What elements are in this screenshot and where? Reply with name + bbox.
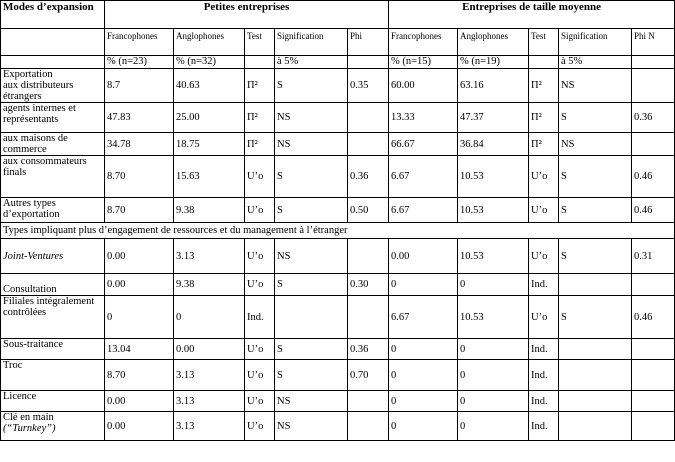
cell-medium-anglophones: 47.37 [458,103,529,133]
cell-small-anglophones: 40.63 [174,69,245,103]
cell-medium-test: Ind. [529,274,559,296]
cell-small-signification: NS [275,391,348,412]
cell-medium-test: U’o [529,198,559,223]
col-phi-medium: Phi N [632,29,675,56]
cell-medium-phi: 0.46 [632,198,675,223]
sub-cell: % (n=23) [105,56,174,69]
cell-medium-francophones: 0.00 [389,239,458,274]
cell-small-phi [348,296,389,339]
cell-small-anglophones: 3.13 [174,239,245,274]
cell-medium-francophones: 0 [389,274,458,296]
cell-medium-anglophones: 0 [458,274,529,296]
cell-small-test: U’o [245,198,275,223]
cell-medium-anglophones: 36.84 [458,133,529,156]
cell-small-francophones: 8.7 [105,69,174,103]
cell-medium-phi: 0.31 [632,239,675,274]
cell-medium-signification [559,391,632,412]
row-label-text: (“Turnkey”) [3,423,56,434]
cell-medium-signification [559,360,632,391]
cell-medium-anglophones: 63.16 [458,69,529,103]
cell-medium-test: U’o [529,156,559,198]
cell-small-phi: 0.70 [348,360,389,391]
cell-small-phi: 0.50 [348,198,389,223]
cell-medium-phi [632,274,675,296]
row-label: Troc [1,360,105,391]
cell-small-anglophones: 25.00 [174,103,245,133]
cell-small-phi: 0.30 [348,274,389,296]
cell-small-anglophones: 0.00 [174,339,245,360]
row-label: Sous-traitance [1,339,105,360]
header-row-columns [1,29,675,56]
sub-cell [529,56,559,69]
row-label [1,69,105,103]
cell-small-test: U’o [245,339,275,360]
row-label: Consultation [1,274,105,296]
cell-small-anglophones: 18.75 [174,133,245,156]
cell-small-test: Ind. [245,296,275,339]
cell-small-francophones: 34.78 [105,133,174,156]
cell-medium-anglophones: 0 [458,360,529,391]
header-row-groups [1,1,675,29]
header-medium-companies: Entreprises de taille moyenne [389,1,675,29]
row-label-text: Clé en main [3,412,54,423]
cell-medium-signification: S [559,239,632,274]
cell-small-test: U’o [245,274,275,296]
col-francophones-medium: Francophones [389,29,458,56]
cell-medium-test: Π² [529,133,559,156]
row-label: agents internes et représentants [1,103,105,133]
sub-cell: % (n=32) [174,56,245,69]
col-anglophones-medium: Anglophones [458,29,529,56]
cell-small-francophones: 0.00 [105,274,174,296]
col-anglophones-small: Anglophones [174,29,245,56]
cell-medium-phi [632,391,675,412]
cell-small-signification: S [275,69,348,103]
cell-medium-signification [559,274,632,296]
cell-small-francophones: 8.70 [105,360,174,391]
section-row [1,223,675,239]
cell-small-signification: S [275,339,348,360]
cell-medium-signification: NS [559,133,632,156]
cell-medium-signification: S [559,198,632,223]
cell-small-signification: NS [275,103,348,133]
cell-medium-francophones: 6.67 [389,156,458,198]
cell-medium-signification: S [559,296,632,339]
sub-cell: % (n=15) [389,56,458,69]
sub-cell: à 5% [559,56,632,69]
cell-small-test: Π² [245,103,275,133]
cell-medium-francophones: 0 [389,391,458,412]
cell-medium-francophones: 0 [389,339,458,360]
cell-small-phi: 0.36 [348,156,389,198]
cell-medium-signification: S [559,156,632,198]
col-francophones-small: Francophones [105,29,174,56]
cell-small-anglophones: 3.13 [174,412,245,441]
row-label: Autres types d’exportation [1,198,105,223]
col-test-small: Test [245,29,275,56]
sub-cell [348,56,389,69]
col-signification-small: Signification [275,29,348,56]
cell-medium-anglophones: 0 [458,339,529,360]
table-row [1,69,675,103]
cell-small-phi [348,239,389,274]
cell-medium-signification [559,339,632,360]
cell-medium-phi: 0.46 [632,296,675,339]
cell-medium-phi [632,339,675,360]
cell-medium-test: U’o [529,239,559,274]
cell-medium-anglophones: 10.53 [458,239,529,274]
cell-medium-anglophones: 10.53 [458,156,529,198]
row-label: aux maisons de commerce [1,133,105,156]
table-row [1,156,675,198]
cell-medium-francophones: 6.67 [389,198,458,223]
sub-cell [632,56,675,69]
cell-medium-signification: S [559,103,632,133]
row-label: Licence [1,391,105,412]
table-row [1,412,675,441]
cell-medium-anglophones: 0 [458,412,529,441]
cell-small-test: U’o [245,412,275,441]
col-signification-medium: Signification [559,29,632,56]
cell-small-francophones: 8.70 [105,198,174,223]
cell-small-phi [348,103,389,133]
cell-medium-test: Ind. [529,412,559,441]
table-row [1,103,675,133]
cell-small-test: Π² [245,133,275,156]
cell-small-phi [348,412,389,441]
cell-small-anglophones: 9.38 [174,274,245,296]
cell-small-anglophones: 0 [174,296,245,339]
cell-medium-anglophones: 10.53 [458,296,529,339]
cell-small-anglophones: 3.13 [174,360,245,391]
col-phi-small: Phi [348,29,389,56]
cell-small-phi: 0.35 [348,69,389,103]
cell-medium-test: Ind. [529,339,559,360]
cell-small-francophones: 47.83 [105,103,174,133]
cell-small-signification: S [275,198,348,223]
cell-small-test: Π² [245,69,275,103]
cell-medium-test: Π² [529,103,559,133]
cell-medium-phi [632,360,675,391]
cell-medium-phi: 0.36 [632,103,675,133]
row-label: Filiales intégralement contrôlées [1,296,105,339]
cell-small-phi: 0.36 [348,339,389,360]
cell-medium-test: U’o [529,296,559,339]
cell-small-anglophones: 9.38 [174,198,245,223]
cell-small-francophones: 0 [105,296,174,339]
sub-cell: à 5% [275,56,348,69]
cell-small-anglophones: 3.13 [174,391,245,412]
table-row [1,239,675,274]
table-row [1,339,675,360]
row-label-text: aux distributeurs étrangers [3,80,74,102]
cell-medium-phi [632,133,675,156]
cell-small-francophones: 0.00 [105,412,174,441]
cell-small-signification: NS [275,133,348,156]
cell-small-francophones: 13.04 [105,339,174,360]
sub-cell [245,56,275,69]
section-label-export: Exportation [3,69,53,80]
cell-medium-test: Π² [529,69,559,103]
cell-small-francophones: 0.00 [105,391,174,412]
cell-small-anglophones: 15.63 [174,156,245,198]
cell-small-signification: S [275,156,348,198]
cell-small-signification: NS [275,239,348,274]
header-row-sub [1,56,675,69]
cell-medium-signification [559,412,632,441]
cell-small-test: U’o [245,156,275,198]
cell-medium-test: Ind. [529,391,559,412]
cell-medium-anglophones: 0 [458,391,529,412]
header-empty-cell [1,29,105,56]
row-label: aux consommateurs finals [1,156,105,198]
cell-medium-anglophones: 10.53 [458,198,529,223]
cell-small-test: U’o [245,239,275,274]
cell-medium-test: Ind. [529,360,559,391]
sub-empty-cell [1,56,105,69]
cell-medium-phi: 0.46 [632,156,675,198]
row-label [1,412,105,441]
table-row [1,198,675,223]
cell-medium-francophones: 66.67 [389,133,458,156]
cell-small-test: U’o [245,391,275,412]
cell-small-francophones: 8.70 [105,156,174,198]
cell-medium-phi [632,412,675,441]
col-test-medium: Test [529,29,559,56]
row-label: Joint-Ventures [1,239,105,274]
table-row [1,133,675,156]
header-modes: Modes d’expansion [1,1,105,29]
cell-small-francophones: 0.00 [105,239,174,274]
cell-small-signification: NS [275,412,348,441]
table-row [1,274,675,296]
section-label-types: Types impliquant plus d’engagement de ressources et du management à l’étranger [1,223,675,239]
cell-medium-francophones: 0 [389,360,458,391]
header-small-companies: Petites entreprises [105,1,389,29]
cell-medium-francophones: 0 [389,412,458,441]
cell-medium-francophones: 60.00 [389,69,458,103]
table-row [1,360,675,391]
cell-medium-francophones: 6.67 [389,296,458,339]
cell-medium-signification: NS [559,69,632,103]
sub-cell: % (n=19) [458,56,529,69]
cell-small-phi [348,391,389,412]
cell-medium-phi [632,69,675,103]
cell-small-signification [275,296,348,339]
cell-medium-francophones: 13.33 [389,103,458,133]
cell-small-signification: S [275,274,348,296]
cell-small-test: U’o [245,360,275,391]
table-row [1,391,675,412]
cell-small-phi [348,133,389,156]
cell-small-signification: S [275,360,348,391]
table-row [1,296,675,339]
